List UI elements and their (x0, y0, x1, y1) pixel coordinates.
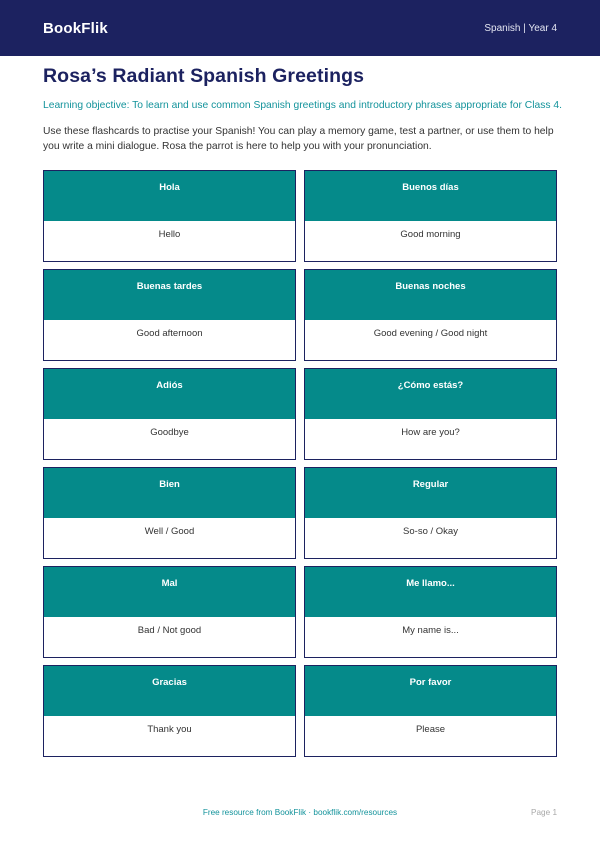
flashcard-spanish: Regular (305, 468, 556, 518)
flashcard-grid (43, 170, 557, 757)
brand-logo-text[interactable]: BookFlik (43, 19, 108, 37)
flashcard-english: Bad / Not good (44, 617, 295, 657)
flashcard-english: Please (305, 716, 556, 756)
flashcard (304, 665, 557, 757)
learning-objective: Learning objective: To learn and use common Spanish greetings and introductory phrases appropriate for Class 4. (43, 100, 562, 111)
flashcard-spanish: Adiós (44, 369, 295, 419)
flashcard (43, 368, 296, 460)
footer-link[interactable]: Free resource from BookFlik · bookflik.com/resources (202, 808, 398, 817)
flashcard-english: Good afternoon (44, 320, 295, 360)
flashcard-english: Good morning (305, 221, 556, 261)
flashcard-english: So-so / Okay (305, 518, 556, 558)
top-bar (0, 0, 600, 56)
flashcard (304, 269, 557, 361)
flashcard (304, 467, 557, 559)
flashcard-english: Well / Good (44, 518, 295, 558)
subject-year-label: Spanish | Year 4 (484, 22, 557, 34)
flashcard (304, 170, 557, 262)
flashcard-english: My name is... (305, 617, 556, 657)
flashcard-english: Goodbye (44, 419, 295, 459)
flashcard-spanish: Buenas tardes (44, 270, 295, 320)
flashcard-spanish: Buenos días (305, 171, 556, 221)
flashcard (43, 566, 296, 658)
flashcard (43, 665, 296, 757)
flashcard (43, 269, 296, 361)
flashcard-spanish: Hola (44, 171, 295, 221)
flashcard-spanish: Gracias (44, 666, 295, 716)
page-number: Page 1 (531, 808, 557, 817)
flashcard-spanish: Buenas noches (305, 270, 556, 320)
flashcard-spanish: ¿Cómo estás? (305, 369, 556, 419)
flashcard-spanish: Mal (44, 567, 295, 617)
flashcard-english: How are you? (305, 419, 556, 459)
flashcard-spanish: Por favor (305, 666, 556, 716)
flashcard-english: Hello (44, 221, 295, 261)
flashcard-spanish: Bien (44, 468, 295, 518)
flashcard (43, 170, 296, 262)
flashcard-spanish: Me llamo... (305, 567, 556, 617)
flashcard-english: Thank you (44, 716, 295, 756)
intro-text: Use these flashcards to practise your Spanish! You can play a memory game, test a partner, or use them to help you write a mini dialogue. Rosa the parrot is here to help you with your pronunciation. (43, 126, 554, 152)
flashcard-english: Good evening / Good night (305, 320, 556, 360)
flashcard (304, 368, 557, 460)
page-title: Rosa’s Radiant Spanish Greetings (43, 65, 365, 87)
flashcard (304, 566, 557, 658)
flashcard (43, 467, 296, 559)
